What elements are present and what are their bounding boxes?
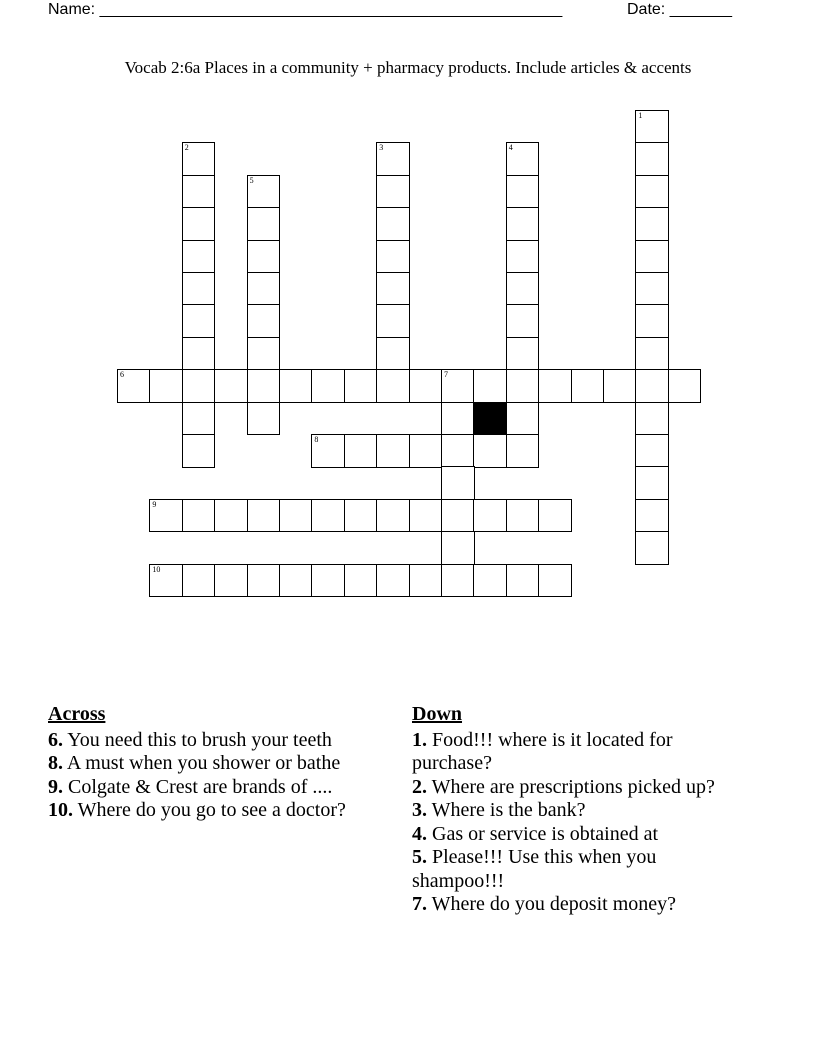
crossword-cell[interactable]	[603, 369, 637, 403]
down-clue	[412, 846, 742, 893]
crossword-cell[interactable]	[409, 369, 443, 403]
crossword-cell[interactable]	[376, 337, 410, 371]
crossword-cell[interactable]	[441, 466, 475, 500]
clue-number: 7.	[412, 893, 427, 915]
crossword-cell[interactable]	[214, 499, 248, 533]
across-clue-list	[48, 729, 366, 823]
cell-number: 5	[249, 175, 254, 185]
crossword-cell[interactable]	[149, 564, 183, 598]
clue-number: 1.	[412, 728, 427, 751]
crossword-cell[interactable]	[247, 304, 281, 338]
crossword-cell[interactable]	[473, 564, 507, 598]
crossword-cell[interactable]	[506, 207, 540, 241]
crossword-cell[interactable]	[247, 369, 281, 403]
cell-number: 10	[152, 564, 161, 574]
crossword-cell[interactable]	[376, 434, 410, 468]
crossword-cell[interactable]	[247, 207, 281, 241]
crossword-cell[interactable]	[668, 369, 702, 403]
crossword-cell[interactable]	[311, 369, 345, 403]
across-clue	[48, 799, 366, 823]
crossword-cell[interactable]	[635, 240, 669, 274]
cell-number: 7	[444, 370, 448, 380]
down-clue	[412, 799, 742, 823]
crossword-cell[interactable]	[441, 402, 475, 436]
crossword-cell[interactable]	[182, 240, 216, 274]
cell-number: 6	[120, 370, 124, 380]
down-clue-list	[412, 729, 742, 917]
crossword-cell[interactable]	[635, 207, 669, 241]
crossword-cell[interactable]	[117, 369, 151, 403]
crossword-cell[interactable]	[635, 402, 669, 436]
clue-number: 2.	[412, 775, 427, 798]
crossword-cell[interactable]	[182, 175, 216, 209]
clue-text: Where are prescriptions picked up?	[431, 775, 715, 798]
crossword-cell[interactable]	[538, 369, 572, 403]
crossword-cell[interactable]	[441, 499, 475, 533]
crossword-cell[interactable]	[182, 304, 216, 338]
crossword-cell[interactable]	[376, 499, 410, 533]
crossword-cell[interactable]	[635, 434, 669, 468]
crossword-cell[interactable]	[214, 369, 248, 403]
crossword-cell[interactable]	[635, 499, 669, 533]
crossword-cell[interactable]	[344, 369, 378, 403]
crossword-cell[interactable]	[376, 142, 410, 176]
crossword-cell[interactable]	[247, 240, 281, 274]
crossword-cell[interactable]	[506, 402, 540, 436]
crossword-cell[interactable]	[473, 499, 507, 533]
crossword-cell[interactable]	[247, 272, 281, 306]
crossword-cell[interactable]	[571, 369, 605, 403]
crossword-cell[interactable]	[279, 369, 313, 403]
crossword-cell[interactable]	[376, 304, 410, 338]
crossword-cell[interactable]	[376, 564, 410, 598]
cell-number: 3	[379, 143, 384, 153]
crossword-cell[interactable]	[635, 304, 669, 338]
crossword-cell[interactable]	[182, 564, 216, 598]
cell-number: 1	[638, 111, 643, 120]
clue-text: Where do you go to see a doctor?	[77, 799, 346, 821]
crossword-cell[interactable]	[538, 564, 572, 598]
clue-text: A must when you shower or bathe	[66, 752, 341, 774]
cell-number: 4	[508, 143, 513, 153]
crossword-cell[interactable]	[279, 564, 313, 598]
crossword-cell[interactable]	[376, 369, 410, 403]
clue-number: 6.	[48, 728, 63, 751]
crossword-cell[interactable]	[635, 531, 669, 565]
crossword-cell[interactable]	[441, 564, 475, 598]
crossword-cell[interactable]	[538, 499, 572, 533]
crossword-cell[interactable]	[635, 175, 669, 209]
crossword-cell[interactable]	[635, 337, 669, 371]
down-clue	[412, 823, 742, 847]
clue-number: 5.	[412, 846, 427, 868]
crossword-cell[interactable]	[376, 207, 410, 241]
across-clue	[48, 752, 366, 776]
crossword-cell[interactable]	[635, 110, 669, 144]
crossword-black-cell	[473, 402, 507, 436]
clue-number: 4.	[412, 822, 427, 845]
crossword-cell[interactable]	[506, 304, 540, 338]
across-heading: Across	[48, 703, 106, 725]
crossword-cell[interactable]	[409, 564, 443, 598]
crossword-cell[interactable]	[506, 272, 540, 306]
crossword-cell[interactable]	[635, 369, 669, 403]
clue-text: Where do you deposit money?	[431, 893, 677, 915]
crossword-cell[interactable]	[247, 499, 281, 533]
crossword-cell[interactable]	[311, 499, 345, 533]
crossword-cell[interactable]	[635, 142, 669, 176]
crossword-cell[interactable]	[247, 402, 281, 436]
crossword-cell[interactable]	[344, 434, 378, 468]
cell-number: 9	[152, 499, 157, 509]
down-clue	[412, 729, 742, 776]
crossword-cell[interactable]	[506, 369, 540, 403]
crossword-cell[interactable]	[506, 564, 540, 598]
crossword-cell[interactable]	[506, 434, 540, 468]
crossword-cell[interactable]	[311, 434, 345, 468]
crossword-cell[interactable]	[441, 531, 475, 565]
across-clue	[48, 729, 366, 753]
crossword-cell[interactable]	[247, 564, 281, 598]
crossword-cell[interactable]	[344, 564, 378, 598]
crossword-cell[interactable]	[279, 499, 313, 533]
crossword-cell[interactable]	[506, 337, 540, 371]
crossword-cell[interactable]	[409, 499, 443, 533]
down-heading: Down	[412, 703, 463, 725]
clue-text: Where is the bank?	[431, 799, 586, 821]
clue-number: 3.	[412, 799, 427, 821]
across-clue	[48, 776, 366, 800]
crossword-cell[interactable]	[182, 402, 216, 436]
crossword-cell[interactable]	[247, 175, 281, 209]
name-line: Name: ____________________________________________________	[48, 1, 563, 18]
crossword-cell[interactable]	[182, 272, 216, 306]
crossword-cell[interactable]	[376, 240, 410, 274]
down-clue	[412, 893, 742, 917]
crossword-cell[interactable]	[506, 499, 540, 533]
clue-text: Food!!! where is it located for purchase?	[412, 728, 673, 774]
crossword-cell[interactable]	[149, 499, 183, 533]
crossword-cell[interactable]	[182, 337, 216, 371]
crossword-cell[interactable]	[344, 499, 378, 533]
crossword-cell[interactable]	[376, 272, 410, 306]
crossword-cell[interactable]	[182, 207, 216, 241]
down-clue	[412, 776, 742, 800]
date-line: Date: _______	[627, 1, 732, 18]
crossword-cell[interactable]	[409, 434, 443, 468]
clue-number: 9.	[48, 775, 63, 798]
crossword-cell[interactable]	[506, 240, 540, 274]
crossword-cell[interactable]	[182, 142, 216, 176]
crossword-cell[interactable]	[635, 272, 669, 306]
crossword-cell[interactable]	[441, 434, 475, 468]
crossword-cell[interactable]	[506, 175, 540, 209]
crossword-cell[interactable]	[473, 369, 507, 403]
clue-text: Colgate & Crest are brands of ....	[68, 775, 333, 798]
crossword-cell[interactable]	[182, 434, 216, 468]
cell-number: 2	[184, 143, 189, 153]
clue-number: 10.	[48, 799, 73, 821]
crossword-cell[interactable]	[376, 175, 410, 209]
across-clues	[48, 703, 366, 823]
crossword-cell[interactable]	[182, 369, 216, 403]
crossword-cell[interactable]	[311, 564, 345, 598]
clue-number: 8.	[48, 752, 63, 774]
puzzle-title: Vocab 2:6a Places in a community + pharmacy products. Include articles & accents	[124, 58, 692, 77]
clue-text: Gas or service is obtained at	[432, 822, 659, 845]
clue-text: Please!!! Use this when you shampoo!!!	[412, 846, 657, 892]
clue-text: You need this to brush your teeth	[67, 728, 332, 751]
crossword-cell[interactable]	[473, 434, 507, 468]
crossword-cell[interactable]	[441, 369, 475, 403]
crossword-cell[interactable]	[506, 142, 540, 176]
down-clues	[412, 703, 742, 917]
crossword-cell[interactable]	[214, 564, 248, 598]
crossword-cell[interactable]	[149, 369, 183, 403]
cell-number: 8	[314, 435, 319, 444]
crossword-cell[interactable]	[635, 466, 669, 500]
crossword-cell[interactable]	[247, 337, 281, 371]
crossword-cell[interactable]	[182, 499, 216, 533]
